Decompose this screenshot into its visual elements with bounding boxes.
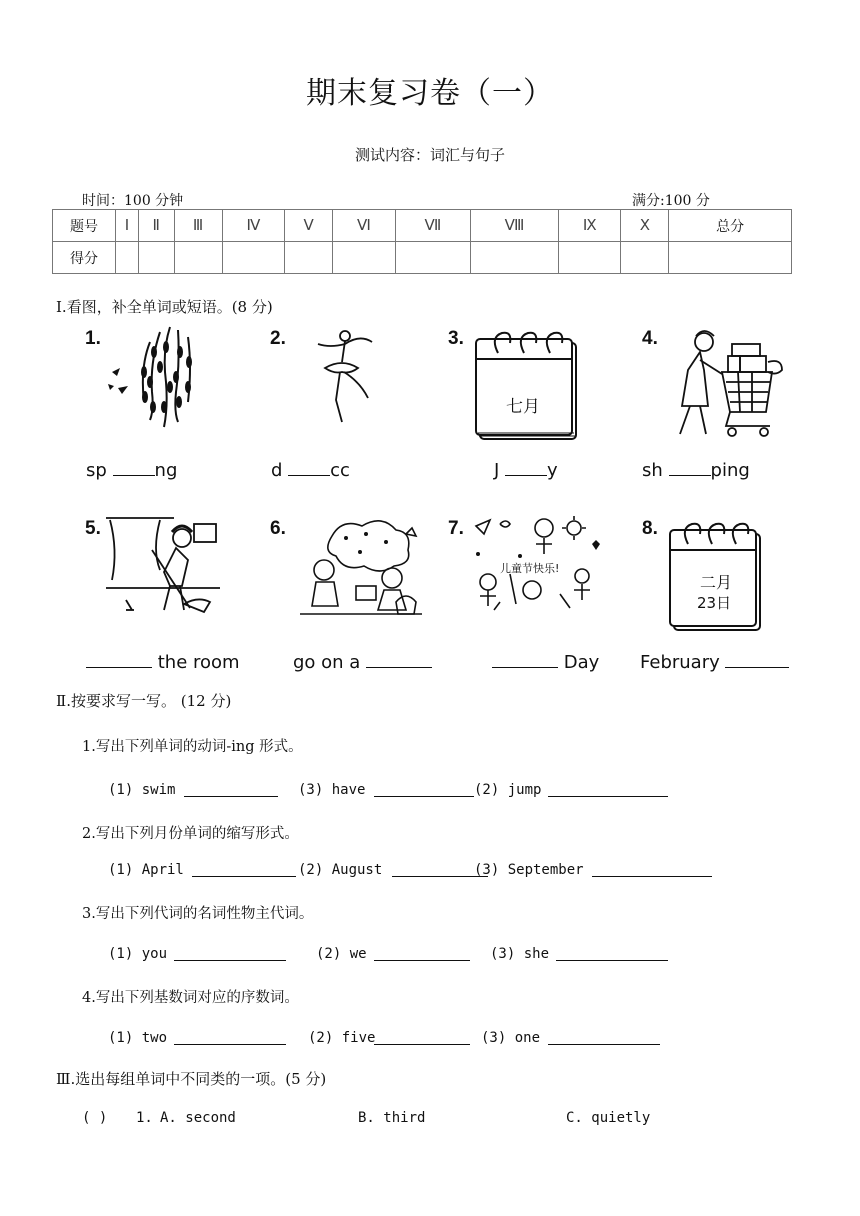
section3-q1-number: 1. xyxy=(136,1110,153,1126)
section2-q4-a-blank[interactable] xyxy=(174,1030,286,1045)
caption-2-suffix: cc xyxy=(330,460,350,481)
caption-1-suffix: ng xyxy=(154,460,178,481)
section3-q1-option-c: C. quietly xyxy=(566,1110,651,1126)
section2-q3-c-blank[interactable] xyxy=(556,946,668,961)
section2-q3-b-blank[interactable] xyxy=(374,946,470,961)
ballet-dancer-picture xyxy=(290,322,380,432)
section2-q4-prompt: 4.写出下列基数词对应的序数词。 xyxy=(82,990,299,1006)
score-table-header-cell: Ⅵ xyxy=(332,210,395,242)
score-cell[interactable] xyxy=(669,242,792,274)
score-table-header-cell: Ⅱ xyxy=(139,210,175,242)
section2-q4-c: (3) one xyxy=(481,1030,541,1046)
score-table-header-cell: Ⅳ xyxy=(222,210,285,242)
caption-6-prefix: go on a xyxy=(293,652,367,673)
section2-q2-a-blank[interactable] xyxy=(192,862,296,877)
section2-q2-a: (1) April xyxy=(108,862,184,878)
section3-q1-option-a: A. second xyxy=(160,1110,236,1126)
section2-q4-c-blank[interactable] xyxy=(548,1030,660,1045)
score-cell[interactable] xyxy=(332,242,395,274)
caption-1 xyxy=(86,460,177,481)
section3-q1-paren[interactable]: ( ) xyxy=(82,1110,108,1126)
section2-q4-b: (2) five xyxy=(308,1030,376,1046)
caption-4 xyxy=(642,460,750,481)
section2-q4-a: (1) two xyxy=(108,1030,168,1046)
picture-number: 4. xyxy=(642,328,658,349)
score-cell[interactable] xyxy=(285,242,333,274)
caption-6-blank[interactable] xyxy=(366,653,432,668)
caption-3-blank[interactable] xyxy=(505,461,547,476)
score-table-header-cell: Ⅶ xyxy=(395,210,470,242)
caption-2 xyxy=(271,460,350,481)
picture-number: 1. xyxy=(85,328,101,349)
picture-number: 5. xyxy=(85,518,101,539)
caption-7 xyxy=(492,652,599,673)
score-cell[interactable] xyxy=(116,242,139,274)
score-table-header-cell: 题号 xyxy=(53,210,116,242)
score-row-label: 得分 xyxy=(53,242,116,274)
shopping-woman-picture xyxy=(660,326,800,442)
calendar-february-day: 23日 xyxy=(697,594,732,612)
caption-3-suffix: y xyxy=(547,460,558,481)
caption-4-prefix: sh xyxy=(642,460,669,481)
section2-q1-prompt: 1.写出下列单词的动词-ing 形式。 xyxy=(82,739,303,755)
picture-number: 6. xyxy=(270,518,286,539)
score-cell[interactable] xyxy=(558,242,620,274)
calendar-july-picture xyxy=(470,325,585,443)
score-cell[interactable] xyxy=(471,242,559,274)
caption-8 xyxy=(640,652,789,673)
caption-4-blank[interactable] xyxy=(669,461,711,476)
caption-3-prefix: J xyxy=(494,460,506,481)
caption-5-suffix: the room xyxy=(152,652,240,673)
spring-willow-picture xyxy=(100,322,210,432)
picture-number: 8. xyxy=(642,518,658,539)
score-table-header-cell: 总分 xyxy=(669,210,792,242)
section2-heading: Ⅱ.按要求写一写。 (12 分) xyxy=(56,692,232,710)
sweeping-room-picture xyxy=(104,516,222,616)
score-cell[interactable] xyxy=(139,242,175,274)
picture-number: 3. xyxy=(448,328,464,349)
caption-3 xyxy=(494,460,558,481)
score-cell[interactable] xyxy=(621,242,669,274)
section2-q3-b: (2) we xyxy=(316,946,367,962)
caption-6 xyxy=(293,652,432,673)
score-table-header-cell: Ⅰ xyxy=(116,210,139,242)
section2-q3-a-blank[interactable] xyxy=(174,946,286,961)
caption-7-blank[interactable] xyxy=(492,653,558,668)
section2-q2-c: (3) September xyxy=(474,862,584,878)
section2-q3-prompt: 3.写出下列代词的名词性物主代词。 xyxy=(82,906,314,922)
section2-q3-c: (3) she xyxy=(490,946,550,962)
section2-q1-a: (1) swim xyxy=(108,782,176,798)
score-label: 满分:100 分 xyxy=(632,193,710,209)
score-table-header-cell: Ⅹ xyxy=(621,210,669,242)
page-subtitle: 测试内容：词汇与句子 xyxy=(354,146,505,164)
section2-q4-b-blank[interactable] xyxy=(374,1030,470,1045)
score-table-header-cell: Ⅸ xyxy=(558,210,620,242)
picnic-picture xyxy=(296,516,426,620)
caption-5-blank[interactable] xyxy=(86,653,152,668)
picture-number: 7. xyxy=(448,518,464,539)
caption-2-prefix: d xyxy=(271,460,289,481)
section2-q1-b-blank[interactable] xyxy=(374,782,474,797)
childrens-day-banner: 儿童节快乐! xyxy=(500,562,560,575)
score-table-score-row xyxy=(53,242,792,274)
section2-q2-prompt: 2.写出下列月份单词的缩写形式。 xyxy=(82,826,299,842)
section2-q3-a: (1) you xyxy=(108,946,168,962)
caption-8-prefix: February xyxy=(640,652,726,673)
section2-q1-a-blank[interactable] xyxy=(184,782,278,797)
calendar-july-text: 七月 xyxy=(506,397,540,417)
score-table-header-cell: Ⅴ xyxy=(285,210,333,242)
score-cell[interactable] xyxy=(395,242,470,274)
section1-heading: Ⅰ.看图，补全单词或短语。(8 分) xyxy=(56,298,273,316)
caption-5 xyxy=(86,652,240,673)
caption-1-prefix: sp xyxy=(86,460,113,481)
score-table-header-cell: Ⅲ xyxy=(174,210,222,242)
caption-4-suffix: ping xyxy=(710,460,750,481)
score-table xyxy=(52,209,792,274)
score-cell[interactable] xyxy=(174,242,222,274)
section2-q1-c: (2) jump xyxy=(474,782,542,798)
section2-q1-c-blank[interactable] xyxy=(548,782,668,797)
caption-2-blank[interactable] xyxy=(288,461,330,476)
score-cell[interactable] xyxy=(222,242,285,274)
caption-7-suffix: Day xyxy=(558,652,600,673)
section2-q2-c-blank[interactable] xyxy=(592,862,712,877)
caption-1-blank[interactable] xyxy=(113,461,155,476)
section3-heading: Ⅲ.选出每组单词中不同类的一项。(5 分) xyxy=(56,1070,327,1088)
caption-8-blank[interactable] xyxy=(725,653,789,668)
time-label: 时间：100 分钟 xyxy=(82,193,184,209)
page-title: 期末复习卷（一） xyxy=(306,76,554,111)
section3-q1-option-b: B. third xyxy=(358,1110,426,1126)
picture-number: 2. xyxy=(270,328,286,349)
score-table-header-cell: Ⅷ xyxy=(471,210,559,242)
score-table-header-row xyxy=(53,210,792,242)
section2-q1-b: (3) have xyxy=(298,782,366,798)
calendar-february-month: 二月 xyxy=(700,573,733,592)
section2-q2-b: (2) August xyxy=(298,862,383,878)
